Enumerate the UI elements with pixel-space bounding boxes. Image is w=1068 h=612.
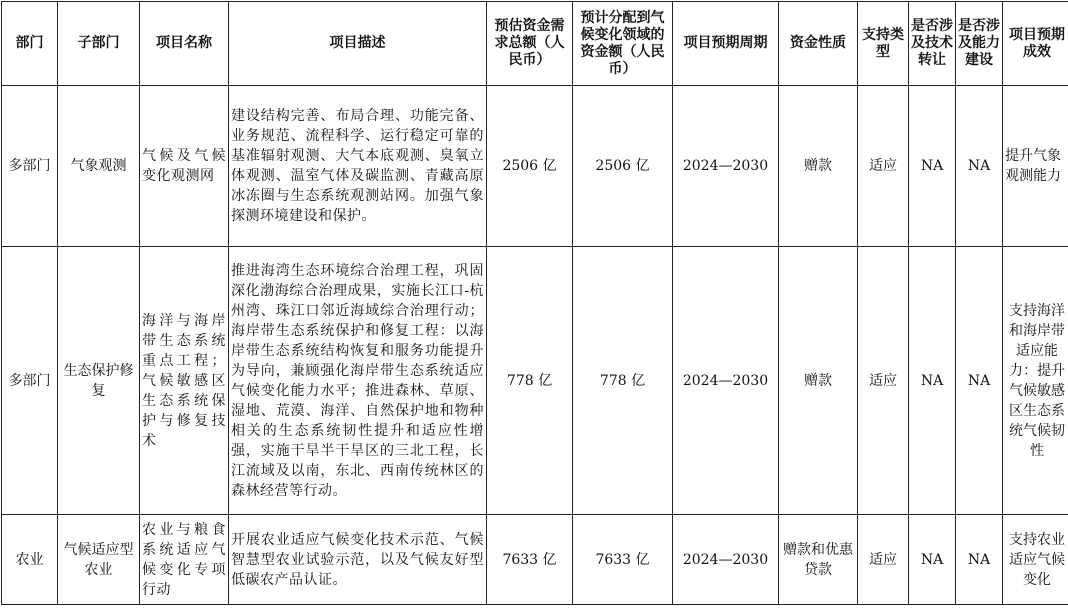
cell-funding-type: 赠款和优惠贷款 <box>779 515 858 605</box>
cell-support-type: 适应 <box>858 515 909 605</box>
cell-outcome: 提升气象观测能力 <box>1003 86 1068 247</box>
cell-description: 建设结构完善、布局合理、功能完备、业务规范、流程科学、运行稳定可靠的基准辐射观测、大气本底观测、臭氧立体观测、温室气体及碳监测、青藏高原冰冻圈与生态系统观测站网。加强气象探测环境建设和保护。 <box>229 86 487 247</box>
cell-description: 推进海湾生态环境综合治理工程，巩固深化渤海综合治理成果，实施长江口-杭州湾、珠江口邻近海域综合治理行动；海岸带生态系统保护和修复工程：以海岸带生态系统结构恢复和服务功能提升为导向，兼顾强化海岸带生态系统适应气候变化能力水平；推进森林、草原、湿地、荒漠、海洋、自然保护地和物种相关的生态系统韧性提升和适应性增强，实施干旱半干旱区的三北工程，长江流域及以南，东北、西南传统林区的森林经营等行动。 <box>229 247 487 515</box>
funding-table <box>1 1 1068 605</box>
header-period: 项目预期周期 <box>673 2 779 86</box>
cell-project-name: 农业与粮食系统适应气候变化专项行动 <box>140 515 229 605</box>
table-row <box>2 247 1068 515</box>
cell-sub-department: 生态保护修复 <box>58 247 140 515</box>
header-climate-funding: 预计分配到气候变化领域的资金额（人民币） <box>573 2 673 86</box>
header-tech-transfer: 是否涉及技术转让 <box>909 2 956 86</box>
header-sub-department: 子部门 <box>58 2 140 86</box>
cell-support-type: 适应 <box>858 86 909 247</box>
header-department: 部门 <box>2 2 58 86</box>
cell-climate-funding: 7633 亿 <box>573 515 673 605</box>
header-description: 项目描述 <box>229 2 487 86</box>
cell-funding-type: 赠款 <box>779 247 858 515</box>
cell-sub-department: 气候适应型农业 <box>58 515 140 605</box>
cell-total-funding: 7633 亿 <box>487 515 573 605</box>
cell-outcome: 支持海洋和海岸带适应能力：提升气候敏感区生态系统气候韧性 <box>1003 247 1068 515</box>
cell-project-name: 气候及气候变化观测网 <box>140 86 229 247</box>
cell-department: 多部门 <box>2 86 58 247</box>
cell-capacity-building: NA <box>956 247 1003 515</box>
header-row <box>2 2 1068 86</box>
cell-total-funding: 2506 亿 <box>487 86 573 247</box>
header-project-name: 项目名称 <box>140 2 229 86</box>
cell-support-type: 适应 <box>858 247 909 515</box>
cell-tech-transfer: NA <box>909 86 956 247</box>
header-outcome: 项目预期成效 <box>1003 2 1068 86</box>
cell-period: 2024—2030 <box>673 247 779 515</box>
header-funding-type: 资金性质 <box>779 2 858 86</box>
cell-period: 2024—2030 <box>673 515 779 605</box>
cell-funding-type: 赠款 <box>779 86 858 247</box>
cell-period: 2024—2030 <box>673 86 779 247</box>
cell-outcome: 支持农业适应气候变化 <box>1003 515 1068 605</box>
cell-total-funding: 778 亿 <box>487 247 573 515</box>
cell-department: 多部门 <box>2 247 58 515</box>
cell-capacity-building: NA <box>956 515 1003 605</box>
cell-capacity-building: NA <box>956 86 1003 247</box>
cell-project-name: 海洋与海岸带生态系统重点工程；气候敏感区生态系统保护与修复技术 <box>140 247 229 515</box>
table-row <box>2 86 1068 247</box>
header-total-funding: 预估资金需求总额（人民币） <box>487 2 573 86</box>
header-capacity-building: 是否涉及能力建设 <box>956 2 1003 86</box>
cell-sub-department: 气象观测 <box>58 86 140 247</box>
cell-tech-transfer: NA <box>909 515 956 605</box>
cell-department: 农业 <box>2 515 58 605</box>
cell-description: 开展农业适应气候变化技术示范、气候智慧型农业试验示范，以及气候友好型低碳农产品认证。 <box>229 515 487 605</box>
header-support-type: 支持类型 <box>858 2 909 86</box>
cell-climate-funding: 778 亿 <box>573 247 673 515</box>
cell-tech-transfer: NA <box>909 247 956 515</box>
cell-climate-funding: 2506 亿 <box>573 86 673 247</box>
table-row <box>2 515 1068 605</box>
